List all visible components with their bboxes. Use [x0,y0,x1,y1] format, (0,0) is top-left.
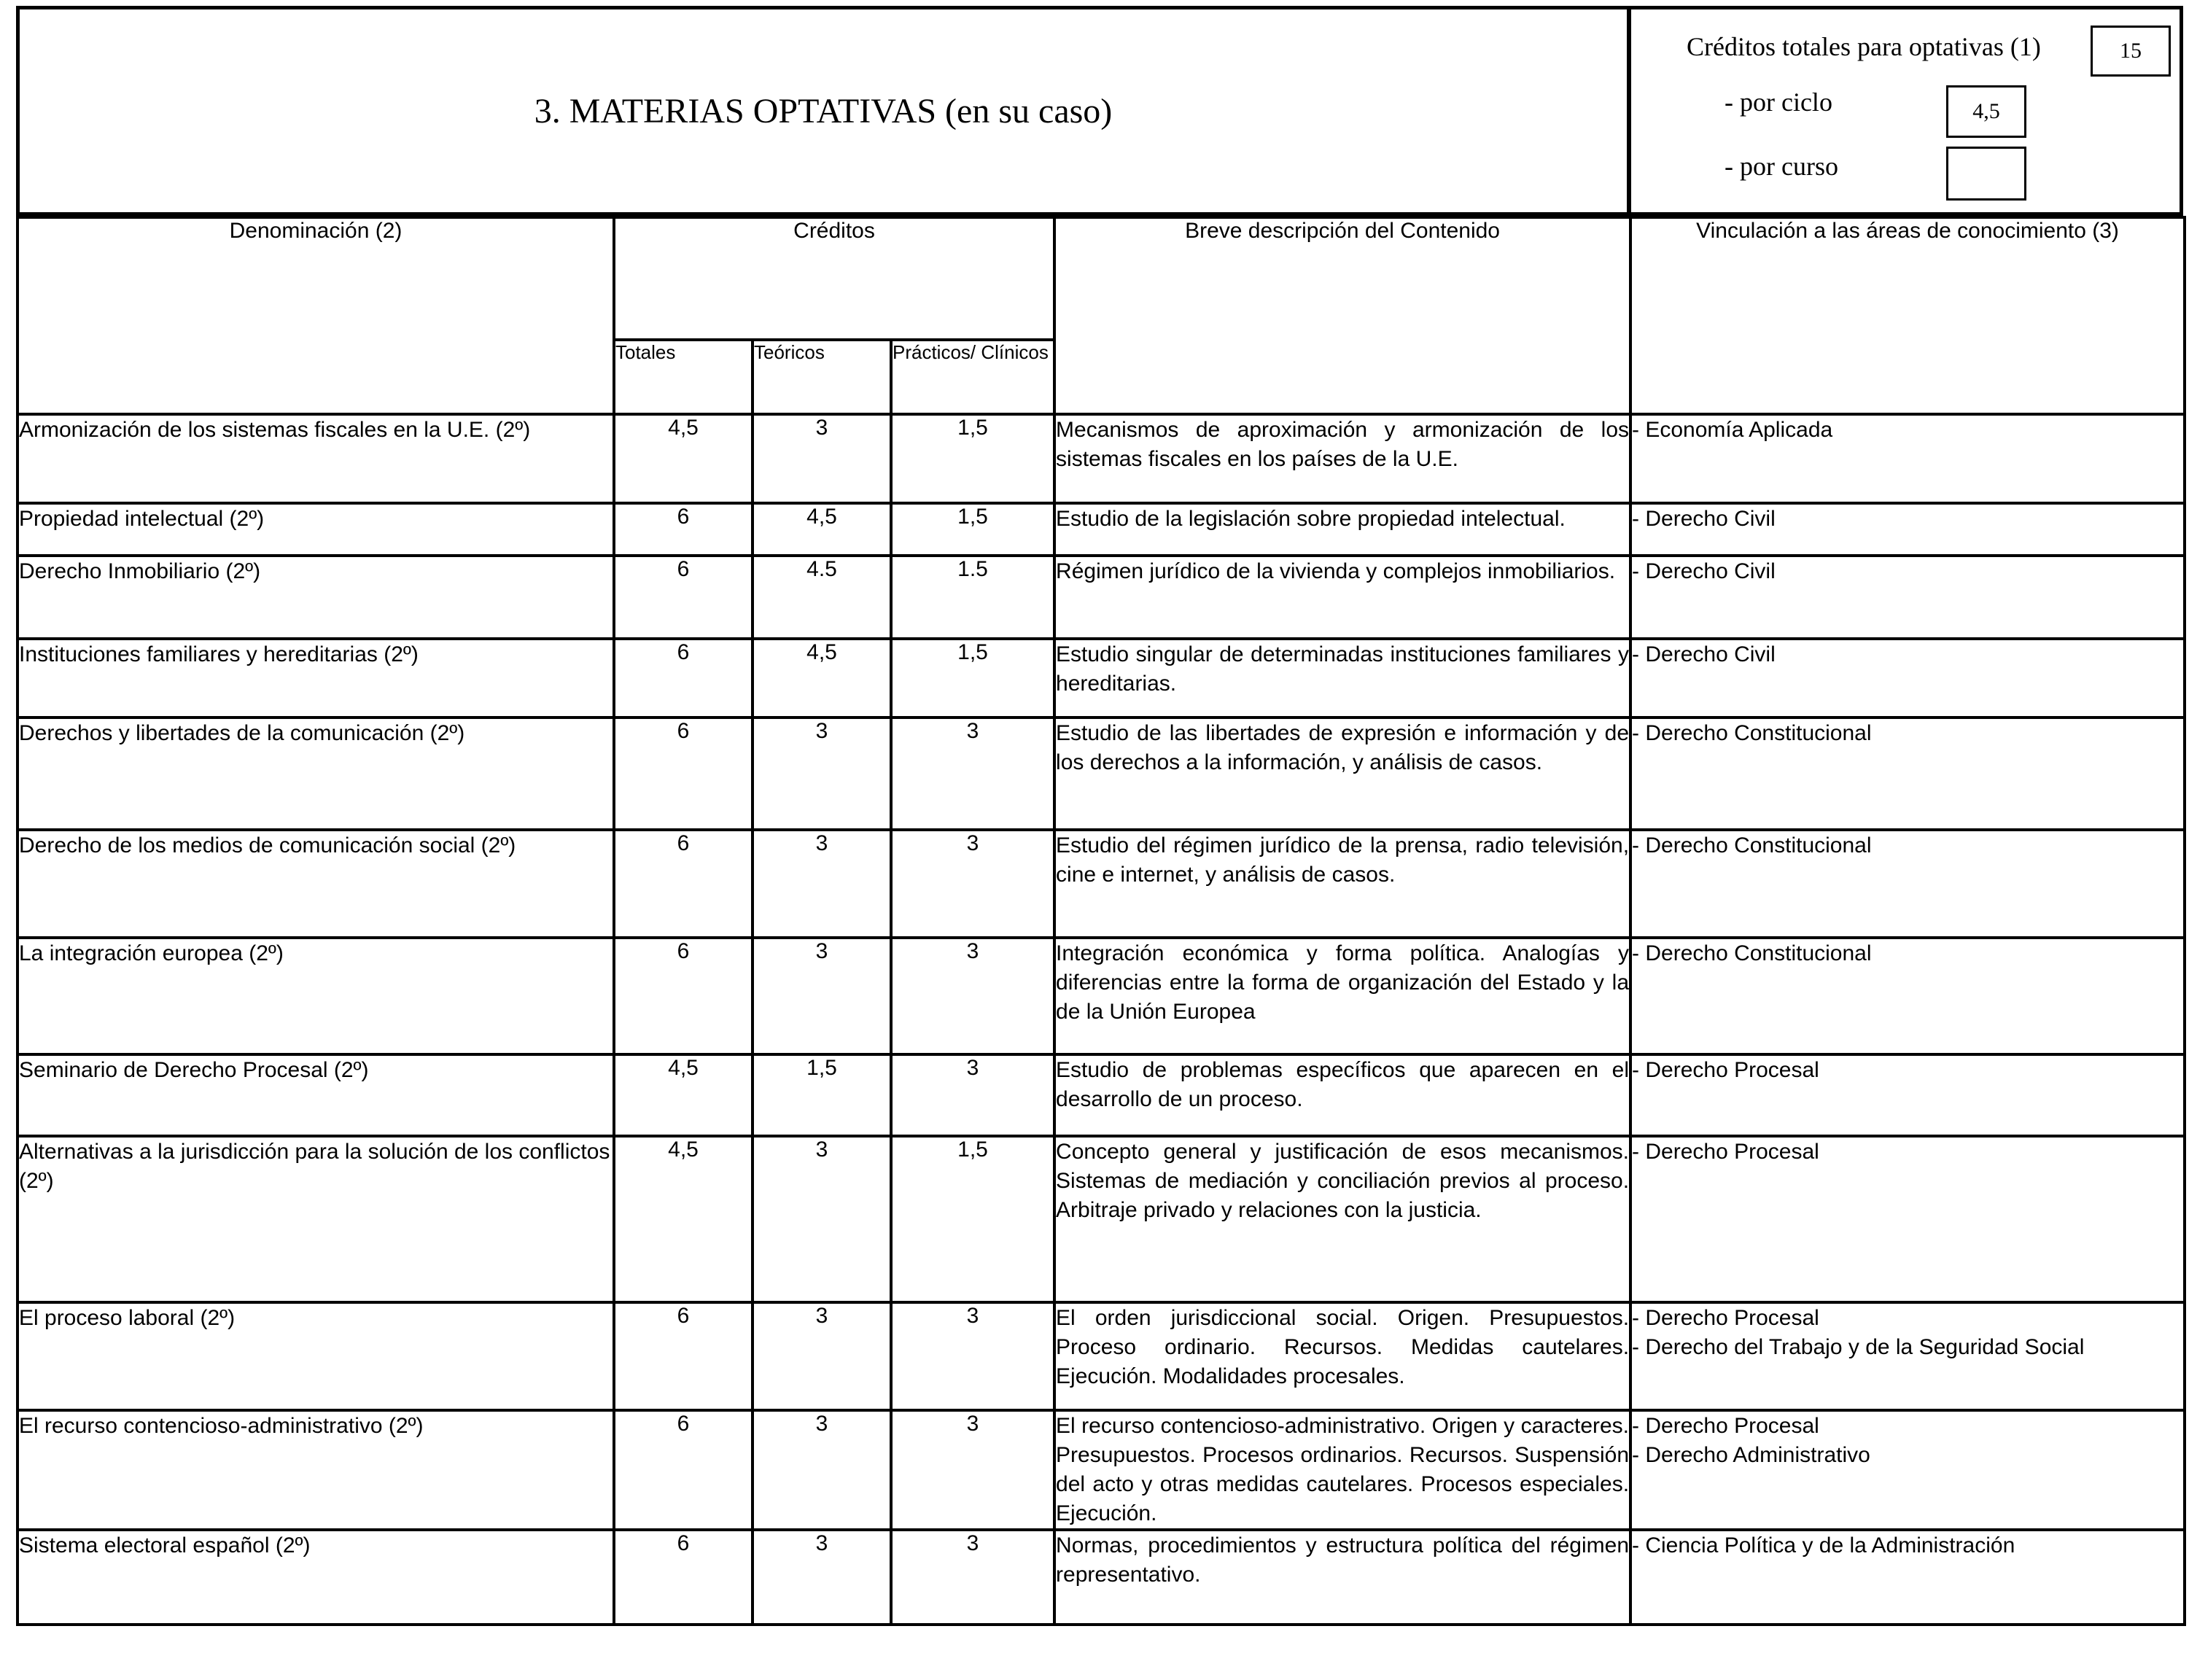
credits-total: 4,5 [614,414,753,503]
credits-total: 4,5 [614,1136,753,1302]
subject-name: El proceso laboral (2º) [18,1302,614,1410]
content-description: Régimen jurídico de la vivienda y complejos inmobiliarios. [1054,556,1630,639]
table-row [18,1410,2185,1530]
knowledge-area: - Derecho Constitucional [1632,941,1872,965]
credits-practice: 1.5 [891,556,1054,639]
credits-practice: 3 [891,938,1054,1054]
knowledge-areas [1630,414,2185,503]
credits-total: 4,5 [614,1054,753,1136]
content-description: Normas, procedimientos y estructura política del régimen representativo. [1054,1530,1630,1625]
knowledge-areas [1630,1410,2185,1530]
credits-theory: 1,5 [753,1054,891,1136]
credits-theory: 3 [753,1136,891,1302]
credits-total: 6 [614,1530,753,1625]
knowledge-areas [1630,1136,2185,1302]
credits-practice: 3 [891,1054,1054,1136]
knowledge-area: - Derecho Procesal [1632,1140,1819,1164]
credits-practice: 1,5 [891,414,1054,503]
credits-theory: 4,5 [753,503,891,556]
credits-practice: 3 [891,718,1054,830]
subject-name: Derechos y libertades de la comunicación (2º) [18,718,614,830]
credits-theory: 3 [753,938,891,1054]
knowledge-areas [1630,639,2185,718]
per-course-box [1946,147,2026,201]
per-course-label: - por curso [1725,152,1838,181]
credits-total: 6 [614,718,753,830]
table-row [18,1302,2185,1410]
table-row [18,1530,2185,1625]
table-row [18,1136,2185,1302]
credits-total: 6 [614,830,753,938]
credits-total: 6 [614,639,753,718]
credits-theory: 3 [753,1410,891,1530]
credits-summary [1631,9,2180,212]
table-row [18,830,2185,938]
knowledge-area: - Derecho Civil [1632,507,1776,531]
subject-name: Sistema electoral español (2º) [18,1530,614,1625]
column-header-name: Denominación (2) [18,217,614,414]
subject-name: Derecho de los medios de comunicación social (2º) [18,830,614,938]
credits-theory: 4,5 [753,639,891,718]
knowledge-area: - Derecho Civil [1632,559,1776,583]
knowledge-area: - Derecho Civil [1632,642,1776,666]
subject-name: Seminario de Derecho Procesal (2º) [18,1054,614,1136]
subject-name: La integración europea (2º) [18,938,614,1054]
section-header [16,6,2183,216]
knowledge-area: - Ciencia Política y de la Administración [1632,1533,2015,1558]
table-row [18,556,2185,639]
knowledge-areas [1630,718,2185,830]
content-description: Concepto general y justificación de esos mecanismos. Sistemas de mediación y conciliación previos al proceso. Arbitraje privado y relaciones con la justicia. [1054,1136,1630,1302]
subject-name: Instituciones familiares y hereditarias (2º) [18,639,614,718]
credits-practice: 3 [891,1410,1054,1530]
per-cycle-label: - por ciclo [1725,88,1832,117]
credits-theory: 3 [753,718,891,830]
column-header-totals: Totales [614,340,753,414]
knowledge-area: - Derecho Procesal [1632,1306,1819,1330]
section-title: 3. MATERIAS OPTATIVAS (en su caso) [20,9,1631,212]
knowledge-area: - Derecho Administrativo [1632,1443,1870,1467]
credits-theory: 3 [753,414,891,503]
credits-total-box: 15 [2091,26,2171,77]
credits-theory: 3 [753,830,891,938]
subject-name: Derecho Inmobiliario (2º) [18,556,614,639]
optional-subjects-table [16,216,2186,1626]
column-header-practice: Prácticos/ Clínicos [891,340,1054,414]
table-row [18,503,2185,556]
content-description: Estudio de la legislación sobre propiedad intelectual. [1054,503,1630,556]
knowledge-area: - Derecho Constitucional [1632,833,1872,858]
content-description: Estudio del régimen jurídico de la prensa, radio televisión, cine e internet, y análisis de casos. [1054,830,1630,938]
knowledge-areas [1630,503,2185,556]
column-header-areas: Vinculación a las áreas de conocimiento (3) [1630,217,2185,414]
credits-total: 6 [614,1302,753,1410]
content-description: Mecanismos de aproximación y armonización de los sistemas fiscales en los países de la U.E. [1054,414,1630,503]
subject-name: Propiedad intelectual (2º) [18,503,614,556]
knowledge-areas [1630,938,2185,1054]
credits-practice: 1,5 [891,503,1054,556]
credits-theory: 3 [753,1530,891,1625]
credits-practice: 1,5 [891,639,1054,718]
table-row [18,1054,2185,1136]
credits-practice: 3 [891,830,1054,938]
subject-name: Armonización de los sistemas fiscales en la U.E. (2º) [18,414,614,503]
content-description: El recurso contencioso-administrativo. Origen y caracteres. Presupuestos. Procesos ordinarios. Recursos. Suspensión del acto y otras medidas cautelares. Procesos especiales. Ejecución. [1054,1410,1630,1530]
table-row [18,938,2185,1054]
knowledge-area: - Derecho Constitucional [1632,721,1872,745]
knowledge-area: - Derecho del Trabajo y de la Seguridad Social [1632,1335,2085,1359]
credits-practice: 1,5 [891,1136,1054,1302]
table-row [18,414,2185,503]
knowledge-areas [1630,1054,2185,1136]
knowledge-areas [1630,830,2185,938]
content-description: Estudio de problemas específicos que aparecen en el desarrollo de un proceso. [1054,1054,1630,1136]
subject-name: Alternativas a la jurisdicción para la solución de los conflictos (2º) [18,1136,614,1302]
knowledge-area: - Derecho Procesal [1632,1414,1819,1438]
knowledge-area: - Economía Aplicada [1632,418,1833,442]
content-description: Estudio de las libertades de expresión e información y de los derechos a la información, y análisis de casos. [1054,718,1630,830]
knowledge-area: - Derecho Procesal [1632,1058,1819,1082]
knowledge-areas [1630,556,2185,639]
column-header-credits: Créditos [614,217,1054,340]
credits-total: 6 [614,938,753,1054]
credits-total: 6 [614,556,753,639]
credits-practice: 3 [891,1302,1054,1410]
credits-practice: 3 [891,1530,1054,1625]
table-row [18,639,2185,718]
table-row [18,718,2185,830]
knowledge-areas [1630,1530,2185,1625]
per-cycle-box: 4,5 [1946,85,2026,138]
content-description: Estudio singular de determinadas instituciones familiares y hereditarias. [1054,639,1630,718]
credits-total-label: Créditos totales para optativas (1) [1687,32,2041,61]
subject-name: El recurso contencioso-administrativo (2º) [18,1410,614,1530]
table-body [18,414,2185,1625]
content-description: El orden jurisdiccional social. Origen. Presupuestos. Proceso ordinario. Recursos. Medidas cautelares. Ejecución. Modalidades procesales. [1054,1302,1630,1410]
column-header-theory: Teóricos [753,340,891,414]
credits-total: 6 [614,503,753,556]
credits-theory: 3 [753,1302,891,1410]
column-header-description: Breve descripción del Contenido [1054,217,1630,414]
credits-theory: 4.5 [753,556,891,639]
knowledge-areas [1630,1302,2185,1410]
credits-total: 6 [614,1410,753,1530]
content-description: Integración económica y forma política. Analogías y diferencias entre la forma de organización del Estado y la de la Unión Europea [1054,938,1630,1054]
